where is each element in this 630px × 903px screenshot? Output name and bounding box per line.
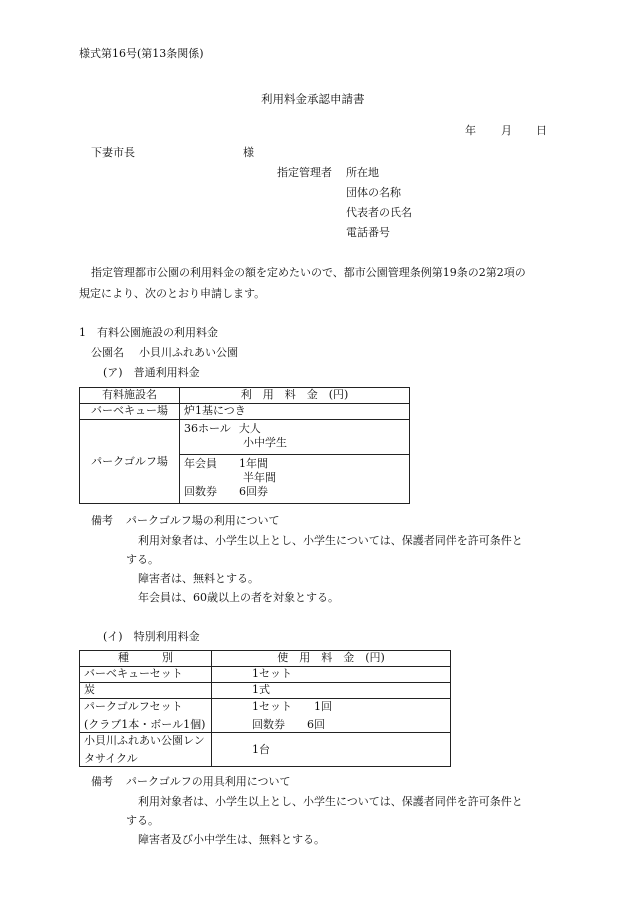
column-header: 使 用 料 金 (円) [212, 651, 451, 667]
note1-line3: 年会員は、60歳以上の者を対象とする。 [138, 591, 339, 604]
fee-cell: 炉1基につき [180, 404, 410, 420]
document-title: 利用料金承認申請書 [261, 92, 365, 106]
note2-line2: 障害者及び小中学生は、無料とする。 [138, 833, 325, 846]
item-name: バーベキューセット [80, 667, 212, 683]
item-name-line: 小貝川ふれあい公園レン [84, 734, 205, 747]
fee-cell: 1台 [212, 733, 451, 767]
column-header: 有料施設名 [80, 388, 180, 404]
fee-line: 回数券 6回 [252, 718, 325, 731]
honorific: 様 [243, 146, 254, 159]
body-line-1: 指定管理都市公園の利用料金の額を定めたいので、都市公園管理条例第19条の2第2項の [91, 266, 526, 279]
fee-cell [180, 455, 410, 504]
applicant-role: 指定管理者 [277, 166, 332, 179]
park-name: 小貝川ふれあい公園 [139, 346, 238, 359]
holes-label: 36ホール [184, 422, 231, 435]
item-name-line: (クラブ1本・ボール1個) [84, 718, 206, 731]
table-header-row [80, 651, 451, 667]
table-row [80, 699, 451, 733]
table-row [80, 683, 451, 699]
holes-type-child: 小中学生 [243, 436, 287, 449]
applicant-phone-label: 電話番号 [346, 226, 390, 239]
date-day: 日 [536, 124, 547, 137]
applicant-address-label: 所在地 [346, 166, 379, 179]
fee-cell [212, 699, 451, 733]
coupon-label: 回数券 [184, 485, 217, 498]
body-line-2: 規定により、次のとおり申請します。 [79, 287, 266, 300]
note1-line1: 利用対象者は、小学生以上とし、小学生については、保護者同伴を許可条件と [138, 534, 523, 547]
item-name-line: タサイクル [84, 752, 138, 765]
annual-label: 年会員 [184, 457, 217, 470]
special-fee-table [79, 650, 451, 767]
date-year: 年 [465, 124, 476, 137]
note2-line1-cont: する。 [126, 814, 159, 827]
note1-label: 備考 [91, 514, 113, 527]
note1-line2: 障害者は、無料とする。 [138, 572, 259, 585]
item-name [80, 733, 212, 767]
note2-line1: 利用対象者は、小学生以上とし、小学生については、保護者同伴を許可条件と [138, 795, 523, 808]
table-row [80, 420, 410, 455]
table-row [80, 404, 410, 420]
fee-line: 1セット 1回 [252, 700, 332, 713]
table-row [80, 733, 451, 767]
fee-cell [180, 420, 410, 455]
fee-cell: 1セット [212, 667, 451, 683]
item-name [80, 699, 212, 733]
annual-type-year: 1年間 [239, 457, 268, 470]
table2-heading: (イ) 特別利用料金 [103, 630, 200, 643]
date-month: 月 [501, 124, 512, 137]
table-row [80, 667, 451, 683]
note2-title: パークゴルフの用具利用について [126, 775, 291, 788]
coupon-type: 6回券 [239, 485, 268, 498]
annual-type-half: 半年間 [243, 471, 276, 484]
item-name: 炭 [80, 683, 212, 699]
note1-title: パークゴルフ場の利用について [126, 514, 280, 527]
section1-title: 1 有料公園施設の利用料金 [79, 326, 218, 339]
note2-label: 備考 [91, 775, 113, 788]
normal-fee-table [79, 387, 410, 504]
facility-name: パークゴルフ場 [80, 420, 180, 504]
column-header: 種 別 [80, 651, 212, 667]
addressee: 下妻市長 [91, 146, 135, 159]
holes-type-adult: 大人 [238, 422, 261, 435]
applicant-org-label: 団体の名称 [346, 186, 401, 199]
column-header: 利 用 料 金 (円) [180, 388, 410, 404]
park-label: 公園名 [91, 346, 124, 359]
table-header-row [80, 388, 410, 404]
form-number: 様式第16号(第13条関係) [79, 47, 204, 60]
facility-name: バーベキュー場 [80, 404, 180, 420]
item-name-line: パークゴルフセット [84, 700, 183, 713]
applicant-rep-label: 代表者の氏名 [346, 206, 412, 219]
fee-cell: 1式 [212, 683, 451, 699]
note1-line1-cont: する。 [126, 553, 159, 566]
table1-heading: (ア) 普通利用料金 [103, 366, 200, 379]
